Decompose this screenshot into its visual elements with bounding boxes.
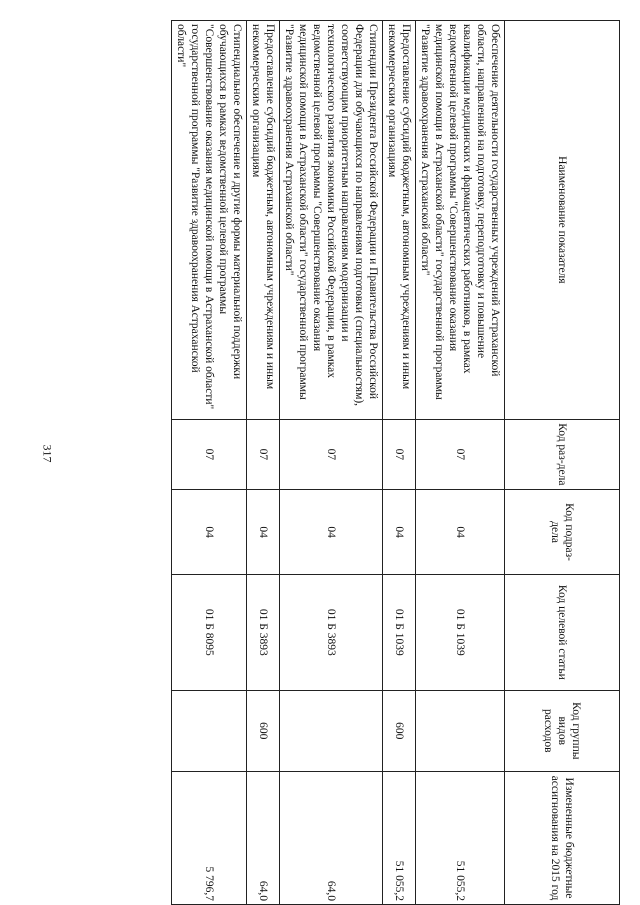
header-name: Наименование показателя <box>505 21 620 420</box>
row-name: Стипендии Президента Российской Федерации и Правительства Российской Федерации для обучающихся по направлениям подготовки (специальностям), соответствующим приоритетным направлениям модернизации и технологического развития экономики Российской Федерации, в рамках ведомственной целевой программы "Совершенствование оказания медицинской помощи в Астраханской области" государственной программы "Развитие здравоохранения Астраханской области" <box>280 21 383 420</box>
row-sum: 51 055,2 <box>416 772 505 905</box>
row-podrazdel: 04 <box>383 489 416 574</box>
row-vid <box>280 690 383 772</box>
row-vid: 600 <box>383 690 416 772</box>
row-razdel: 07 <box>247 419 280 489</box>
table-row <box>383 21 416 905</box>
row-statya: 01 Б 1039 <box>383 575 416 690</box>
row-vid: 600 <box>247 690 280 772</box>
row-vid <box>416 690 505 772</box>
row-podrazdel: 04 <box>247 489 280 574</box>
row-razdel: 07 <box>383 419 416 489</box>
table-row <box>172 21 247 905</box>
row-name: Предоставление субсидий бюджетным, автономным учреждениям и иным некоммерческим организациям <box>247 21 280 420</box>
row-statya: 01 Б 3893 <box>247 575 280 690</box>
row-razdel: 07 <box>172 419 247 489</box>
row-name: Обеспечение деятельности государственных учреждений Астраханской области, направленной на подготовку, переподготовку и повышение квалификации медицинских и фармацевтических работников, в рамках ведомственной целевой программы "Совершенствование оказания медицинской помощи в Астраханской области" государственной программы "Развитие здравоохранения Астраханской области" <box>416 21 505 420</box>
row-razdel: 07 <box>416 419 505 489</box>
row-razdel: 07 <box>280 419 383 489</box>
row-sum: 64,0 <box>247 772 280 905</box>
row-statya: 01 Б 1039 <box>416 575 505 690</box>
header-razdel: Код раз-дела <box>505 419 620 489</box>
row-vid <box>172 690 247 772</box>
row-sum: 64,0 <box>280 772 383 905</box>
row-name: Предоставление субсидий бюджетным, автономным учреждениям и иным некоммерческим организациям <box>383 21 416 420</box>
table-row <box>416 21 505 905</box>
table-header-row <box>505 21 620 905</box>
header-sum: Измененные бюджетные ассигнования на 2015 год <box>505 772 620 905</box>
row-statya: 01 Б 3893 <box>280 575 383 690</box>
row-podrazdel: 04 <box>280 489 383 574</box>
table-row <box>247 21 280 905</box>
row-sum: 5 796,7 <box>172 772 247 905</box>
row-sum: 51 055,2 <box>383 772 416 905</box>
budget-table <box>171 20 620 905</box>
header-statya: Код целевой статьи <box>505 575 620 690</box>
budget-table-rotated <box>100 20 620 905</box>
row-podrazdel: 04 <box>416 489 505 574</box>
header-vid: Код группы видов расходов <box>505 690 620 772</box>
table-row <box>280 21 383 905</box>
row-name: Стипендиальное обеспечение и другие формы материальной поддержки обучающихся в рамках ведомственной целевой программы "Совершенствование оказания медицинской помощи в Астраханской области" государственной программы "Развитие здравоохранения Астраханской области" <box>172 21 247 420</box>
row-podrazdel: 04 <box>172 489 247 574</box>
header-podrazdel: Код подраз-дела <box>505 489 620 574</box>
page-number: 317 <box>40 444 55 463</box>
row-statya: 01 Б 8095 <box>172 575 247 690</box>
